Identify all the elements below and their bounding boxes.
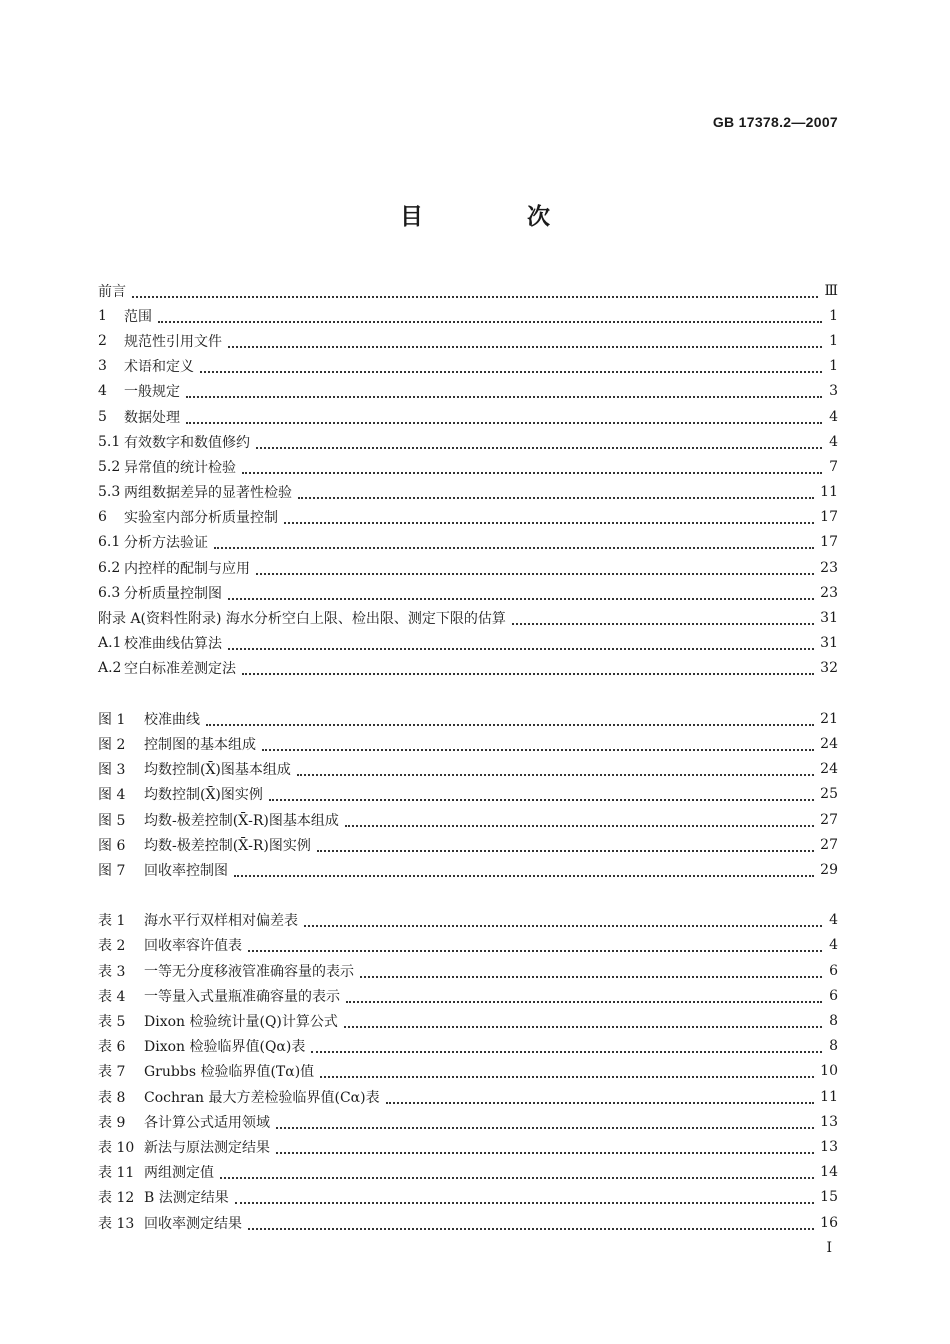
toc-entry-page: 1 bbox=[829, 307, 838, 324]
toc-entry-title: 海水平行双样相对偏差表 bbox=[144, 913, 298, 930]
toc-entry-page: 29 bbox=[820, 861, 838, 878]
toc-entry[interactable] bbox=[98, 354, 838, 379]
toc-figures bbox=[98, 706, 838, 882]
toc-entry-title: 回收率测定结果 bbox=[144, 1215, 242, 1232]
leader-dots bbox=[304, 911, 822, 927]
toc-entry-number: 表 1 bbox=[98, 913, 126, 930]
leader-dots bbox=[228, 584, 814, 600]
leader-dots bbox=[228, 634, 814, 650]
toc-entry-page: 23 bbox=[820, 559, 838, 576]
toc-entry-title: Cochran 最大方差检验临界值(Cα)表 bbox=[144, 1089, 380, 1106]
leader-dots bbox=[276, 1138, 814, 1154]
toc-entry-title: 两组测定值 bbox=[144, 1165, 214, 1182]
toc-entry-page: 8 bbox=[829, 1013, 838, 1030]
toc-entry-page: 17 bbox=[820, 534, 838, 551]
toc-entry-number: 表 13 bbox=[98, 1215, 135, 1232]
toc-entry-page: 17 bbox=[820, 509, 838, 526]
toc-entry-page: 1 bbox=[829, 332, 838, 349]
toc-entry-page: 10 bbox=[820, 1063, 838, 1080]
toc-entry[interactable] bbox=[98, 782, 838, 807]
toc-entry-page: 13 bbox=[820, 1138, 838, 1155]
toc-entry[interactable] bbox=[98, 631, 838, 656]
toc-entry-number: 表 12 bbox=[98, 1190, 135, 1207]
toc-entry[interactable] bbox=[98, 429, 838, 454]
toc-entry[interactable] bbox=[98, 605, 838, 630]
leader-dots bbox=[186, 408, 822, 424]
leader-dots bbox=[311, 1037, 822, 1053]
leader-dots bbox=[234, 861, 814, 877]
toc-entry-title: 校准曲线估算法 bbox=[124, 636, 222, 653]
leader-dots bbox=[344, 1012, 822, 1028]
toc-entry-title: Grubbs 检验临界值(Tα)值 bbox=[144, 1064, 315, 1081]
leader-dots bbox=[256, 559, 814, 575]
toc-entry[interactable] bbox=[98, 505, 838, 530]
toc-entry-number: 6 bbox=[98, 509, 107, 526]
leader-dots bbox=[276, 1113, 814, 1129]
toc-entry-page: 15 bbox=[820, 1189, 838, 1206]
toc-entry-title: 一等量入式量瓶准确容量的表示 bbox=[144, 988, 340, 1005]
toc-entry-page: 1 bbox=[829, 358, 838, 375]
toc-entry-number: 表 7 bbox=[98, 1064, 126, 1081]
toc-entry-page: 32 bbox=[820, 660, 838, 677]
leader-dots bbox=[214, 533, 814, 549]
toc-entry-number: A.2 bbox=[98, 660, 122, 677]
toc-entry-title: 空白标准差测定法 bbox=[124, 661, 236, 678]
leader-dots bbox=[132, 282, 818, 298]
toc-entry-number: 图 3 bbox=[98, 762, 126, 779]
toc-entry[interactable] bbox=[98, 278, 838, 303]
toc-entry-number: 3 bbox=[98, 358, 107, 375]
toc-entry-title: 一般规定 bbox=[124, 384, 180, 401]
toc-entry[interactable] bbox=[98, 1109, 838, 1134]
toc-entry-page: 23 bbox=[820, 584, 838, 601]
toc-entry[interactable] bbox=[98, 1084, 838, 1109]
toc-entry[interactable] bbox=[98, 656, 838, 681]
toc-entry-number: 表 3 bbox=[98, 963, 126, 980]
leader-dots bbox=[297, 760, 814, 776]
toc-entry-title: 分析质量控制图 bbox=[124, 585, 222, 602]
toc-entry[interactable] bbox=[98, 555, 838, 580]
toc-entry[interactable] bbox=[98, 303, 838, 328]
toc-entry-title: 校准曲线 bbox=[144, 711, 200, 728]
toc-entry[interactable] bbox=[98, 731, 838, 756]
toc-entry-page: 8 bbox=[829, 1038, 838, 1055]
toc-entry-number: A.1 bbox=[98, 635, 122, 652]
toc-entry-page: 24 bbox=[820, 761, 838, 778]
toc-entry-page: 27 bbox=[820, 836, 838, 853]
toc-entry-number: 表 4 bbox=[98, 988, 126, 1005]
toc-entry-number: 5.3 bbox=[98, 484, 121, 501]
toc-entry[interactable] bbox=[98, 832, 838, 857]
toc-entry-page: 31 bbox=[820, 635, 838, 652]
leader-dots bbox=[386, 1088, 815, 1104]
toc-entry-page: 6 bbox=[829, 962, 838, 979]
toc-entry[interactable] bbox=[98, 328, 838, 353]
toc-entry-title: B 法测定结果 bbox=[144, 1190, 229, 1207]
toc-entry-page: 16 bbox=[820, 1214, 838, 1231]
toc-entry-title: 均数-极差控制(X̄-R)图实例 bbox=[144, 837, 311, 854]
toc-entry-number: 6.3 bbox=[98, 584, 121, 601]
toc-entry-page: 27 bbox=[820, 811, 838, 828]
page-title: 目 次 bbox=[399, 203, 598, 230]
toc-entry-number: 6.1 bbox=[98, 534, 121, 551]
toc-entry-title: 控制图的基本组成 bbox=[144, 736, 256, 753]
toc-entry-title: 术语和定义 bbox=[124, 359, 194, 376]
leader-dots bbox=[242, 659, 814, 675]
toc-entry-page: Ⅲ bbox=[824, 282, 838, 299]
toc-entry-title: 均数-极差控制(X̄-R)图基本组成 bbox=[144, 812, 339, 829]
toc-entry-number: 5.1 bbox=[98, 433, 121, 450]
table-of-contents bbox=[98, 278, 838, 1235]
toc-entry[interactable] bbox=[98, 857, 838, 882]
toc-entry[interactable] bbox=[98, 1185, 838, 1210]
toc-entry-title: 一等无分度移液管准确容量的表示 bbox=[144, 963, 354, 980]
toc-entry-title: 两组数据差异的显著性检验 bbox=[124, 485, 292, 502]
toc-entry[interactable] bbox=[98, 757, 838, 782]
toc-entry[interactable] bbox=[98, 580, 838, 605]
leader-dots bbox=[262, 735, 814, 751]
toc-entry-page: 25 bbox=[820, 786, 838, 803]
leader-dots bbox=[512, 609, 814, 625]
toc-entry-page: 11 bbox=[820, 1088, 838, 1105]
toc-entry-title: 均数控制(X̄)图基本组成 bbox=[144, 762, 291, 779]
leader-dots bbox=[284, 508, 814, 524]
toc-entry-page: 3 bbox=[829, 383, 838, 400]
toc-entry[interactable] bbox=[98, 404, 838, 429]
toc-entry-number: 表 9 bbox=[98, 1114, 126, 1131]
toc-entry-title: 规范性引用文件 bbox=[124, 333, 222, 350]
toc-entry-page: 6 bbox=[829, 987, 838, 1004]
toc-entry[interactable] bbox=[98, 1210, 838, 1235]
toc-entry-number: 5.2 bbox=[98, 458, 121, 475]
toc-entry-number: 表 6 bbox=[98, 1039, 126, 1056]
toc-entry-number: 4 bbox=[98, 383, 107, 400]
toc-entry[interactable] bbox=[98, 1008, 838, 1033]
toc-entry-title: 回收率容许值表 bbox=[144, 938, 242, 955]
toc-entry-number: 图 7 bbox=[98, 862, 126, 879]
toc-entry-number: 6.2 bbox=[98, 559, 121, 576]
leader-dots bbox=[298, 483, 814, 499]
toc-entry[interactable] bbox=[98, 379, 838, 404]
toc-entry-number: 2 bbox=[98, 332, 107, 349]
toc-entry-page: 4 bbox=[829, 433, 838, 450]
toc-entry-number: 图 1 bbox=[98, 711, 126, 728]
toc-entry[interactable] bbox=[98, 480, 838, 505]
toc-entry-page: 4 bbox=[829, 408, 838, 425]
toc-entry-number: 1 bbox=[98, 307, 107, 324]
toc-entry[interactable] bbox=[98, 983, 838, 1008]
toc-entry[interactable] bbox=[98, 1059, 838, 1084]
toc-entry-title: 前言 bbox=[98, 283, 126, 300]
toc-entry-page: 11 bbox=[820, 484, 838, 501]
leader-dots bbox=[248, 1214, 814, 1230]
toc-entry-title: 新法与原法测定结果 bbox=[144, 1139, 270, 1156]
toc-entry-number: 图 6 bbox=[98, 837, 126, 854]
toc-entry-number: 表 2 bbox=[98, 938, 126, 955]
toc-entry-number: 5 bbox=[98, 408, 107, 425]
leader-dots bbox=[360, 962, 822, 978]
toc-entry-title: 各计算公式适用领域 bbox=[144, 1114, 270, 1131]
toc-entry-title: 分析方法验证 bbox=[124, 535, 208, 552]
toc-entry-number: 表 5 bbox=[98, 1014, 126, 1031]
toc-entry[interactable] bbox=[98, 908, 838, 933]
toc-entry-title: 实验室内部分析质量控制 bbox=[124, 510, 278, 527]
toc-sections bbox=[98, 278, 838, 681]
leader-dots bbox=[228, 332, 822, 348]
toc-entry-title: 附录 A(资料性附录) 海水分析空白上限、检出限、测定下限的估算 bbox=[98, 611, 506, 628]
toc-entry-number: 图 5 bbox=[98, 812, 126, 829]
toc-entry-page: 13 bbox=[820, 1113, 838, 1130]
toc-entry-number: 表 8 bbox=[98, 1089, 126, 1106]
standard-code: GB 17378.2—2007 bbox=[712, 114, 838, 130]
leader-dots bbox=[256, 433, 822, 449]
leader-dots bbox=[346, 987, 822, 1003]
toc-entry[interactable] bbox=[98, 807, 838, 832]
toc-entry[interactable] bbox=[98, 933, 838, 958]
leader-dots bbox=[158, 307, 822, 323]
leader-dots bbox=[200, 357, 822, 373]
toc-entry-title: Dixon 检验临界值(Qα)表 bbox=[144, 1039, 306, 1056]
toc-entry-page: 24 bbox=[820, 735, 838, 752]
toc-entry-title: 回收率控制图 bbox=[144, 862, 228, 879]
toc-entry-title: 范围 bbox=[124, 308, 152, 325]
toc-entry-title: 均数控制(X̄)图实例 bbox=[144, 787, 263, 804]
toc-entry-page: 31 bbox=[820, 610, 838, 627]
leader-dots bbox=[269, 785, 814, 801]
toc-entry[interactable] bbox=[98, 1134, 838, 1159]
toc-entry-page: 7 bbox=[829, 458, 838, 475]
toc-entry-page: 21 bbox=[820, 710, 838, 727]
toc-entry-title: 异常值的统计检验 bbox=[124, 459, 236, 476]
toc-entry-title: 数据处理 bbox=[124, 409, 180, 426]
page-number: I bbox=[826, 1240, 832, 1256]
leader-dots bbox=[220, 1163, 814, 1179]
toc-entry[interactable] bbox=[98, 706, 838, 731]
toc-entry-page: 14 bbox=[820, 1164, 838, 1181]
leader-dots bbox=[242, 458, 822, 474]
toc-entry[interactable] bbox=[98, 454, 838, 479]
leader-dots bbox=[186, 382, 822, 398]
leader-dots bbox=[345, 811, 814, 827]
leader-dots bbox=[235, 1188, 814, 1204]
toc-entry-page: 4 bbox=[829, 912, 838, 929]
toc-entry-number: 表 11 bbox=[98, 1165, 135, 1182]
toc-entry-title: 有效数字和数值修约 bbox=[124, 434, 250, 451]
toc-entry[interactable] bbox=[98, 1160, 838, 1185]
toc-entry-number: 表 10 bbox=[98, 1139, 135, 1156]
leader-dots bbox=[317, 836, 814, 852]
toc-entry-number: 图 4 bbox=[98, 787, 126, 804]
leader-dots bbox=[248, 936, 822, 952]
toc-tables bbox=[98, 908, 838, 1235]
toc-entry-title: Dixon 检验统计量(Q)计算公式 bbox=[144, 1014, 338, 1031]
toc-entry[interactable] bbox=[98, 530, 838, 555]
toc-entry[interactable] bbox=[98, 958, 838, 983]
leader-dots bbox=[320, 1062, 814, 1078]
toc-entry-title: 内控样的配制与应用 bbox=[124, 560, 250, 577]
toc-entry[interactable] bbox=[98, 1034, 838, 1059]
toc-entry-number: 图 2 bbox=[98, 736, 126, 753]
leader-dots bbox=[206, 710, 814, 726]
toc-entry-page: 4 bbox=[829, 937, 838, 954]
